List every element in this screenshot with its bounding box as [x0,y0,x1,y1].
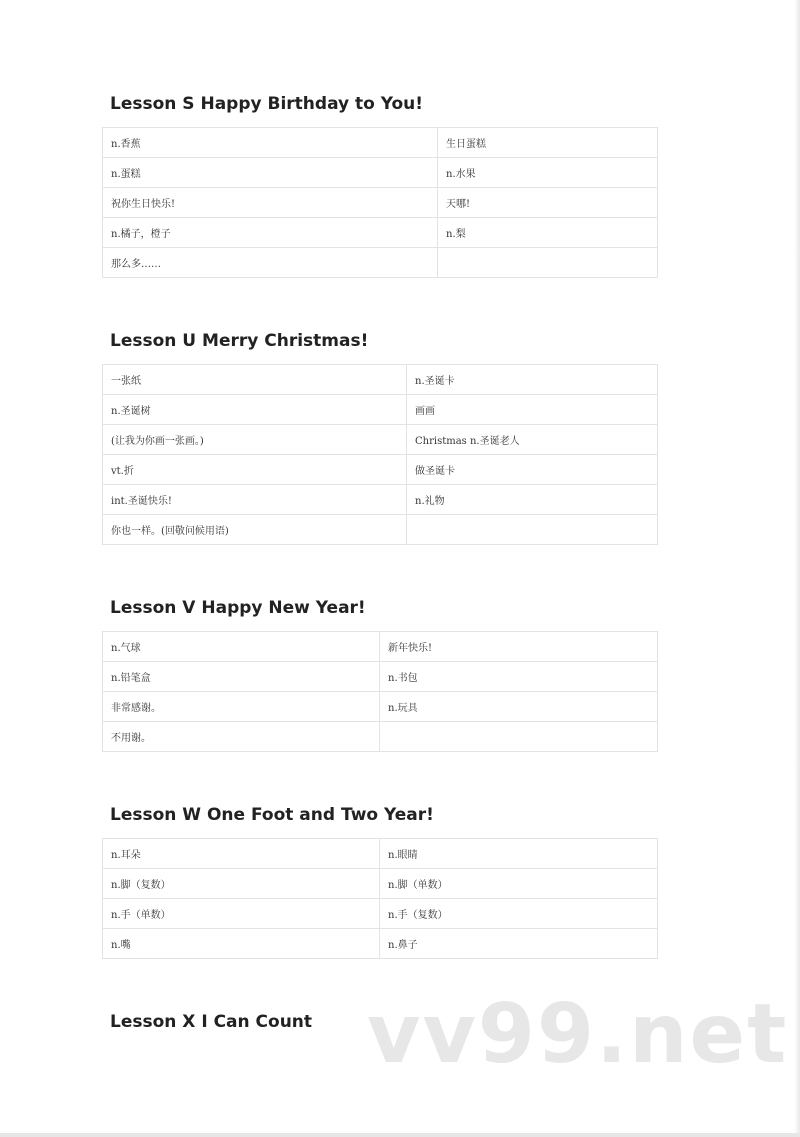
table-cell: 不用谢。 [103,722,380,752]
table-cell: 新年快乐! [380,632,658,662]
table-cell: n.香蕉 [103,128,438,158]
table-row [103,662,658,692]
table-cell: 做圣诞卡 [407,455,658,485]
table-row [103,929,658,959]
table-cell: 祝你生日快乐! [103,188,438,218]
table-row [103,188,658,218]
table-row [103,158,658,188]
table-row [103,365,658,395]
table-row [103,218,658,248]
vocab-table [102,838,658,959]
table-row [103,692,658,722]
table-cell: 一张纸 [103,365,407,395]
lesson-title: Lesson V Happy New Year! [110,598,366,618]
table-row [103,839,658,869]
lesson-s-section [102,91,657,278]
table-cell: n.梨 [438,218,658,248]
table-cell: 天哪! [438,188,658,218]
table-cell: n.玩具 [380,692,658,722]
table-cell: n.手（复数） [380,899,658,929]
lesson-title: Lesson X I Can Count [110,1012,313,1032]
table-cell: vt.折 [103,455,407,485]
table-cell: n.脚（复数） [103,869,380,899]
lesson-u-section [102,328,657,545]
table-cell: n.眼睛 [380,839,658,869]
vocab-table [102,631,658,752]
lesson-v-section [102,595,657,752]
table-cell: (让我为你画一张画。) [103,425,407,455]
table-cell: n.手（单数） [103,899,380,929]
table-row [103,632,658,662]
table-cell: n.蛋糕 [103,158,438,188]
lesson-title: Lesson W One Foot and Two Year! [110,805,434,825]
table-row [103,425,658,455]
table-row [103,722,658,752]
page-edge-shadow [794,0,800,1137]
table-row [103,515,658,545]
table-cell: 那么多…… [103,248,438,278]
table-row [103,128,658,158]
table-cell: n.鼻子 [380,929,658,959]
table-row [103,869,658,899]
watermark: vv99.net [367,987,789,1082]
table-cell: n.圣诞树 [103,395,407,425]
vocab-table [102,364,658,545]
table-cell: n.脚（单数） [380,869,658,899]
table-cell: 画画 [407,395,658,425]
table-cell: 生日蛋糕 [438,128,658,158]
table-row [103,395,658,425]
table-cell: Christmas n.圣诞老人 [407,425,658,455]
table-cell: n.圣诞卡 [407,365,658,395]
vocab-table [102,127,658,278]
lesson-title: Lesson U Merry Christmas! [110,331,369,351]
table-cell: n.礼物 [407,485,658,515]
table-cell [380,722,658,752]
table-cell: 你也一样。(回敬问候用语) [103,515,407,545]
lesson-w-section [102,802,657,959]
table-row [103,248,658,278]
table-cell [438,248,658,278]
table-row [103,485,658,515]
table-cell: n.耳朵 [103,839,380,869]
table-cell: n.水果 [438,158,658,188]
lesson-title: Lesson S Happy Birthday to You! [110,94,424,114]
table-cell: n.气球 [103,632,380,662]
table-row [103,455,658,485]
table-cell: 非常感谢。 [103,692,380,722]
table-cell: n.书包 [380,662,658,692]
table-cell [407,515,658,545]
table-cell: n.嘴 [103,929,380,959]
table-cell: int.圣诞快乐! [103,485,407,515]
page-bottom-border [0,1133,800,1137]
table-cell: n.橘子，橙子 [103,218,438,248]
table-cell: n.铅笔盒 [103,662,380,692]
table-row [103,899,658,929]
